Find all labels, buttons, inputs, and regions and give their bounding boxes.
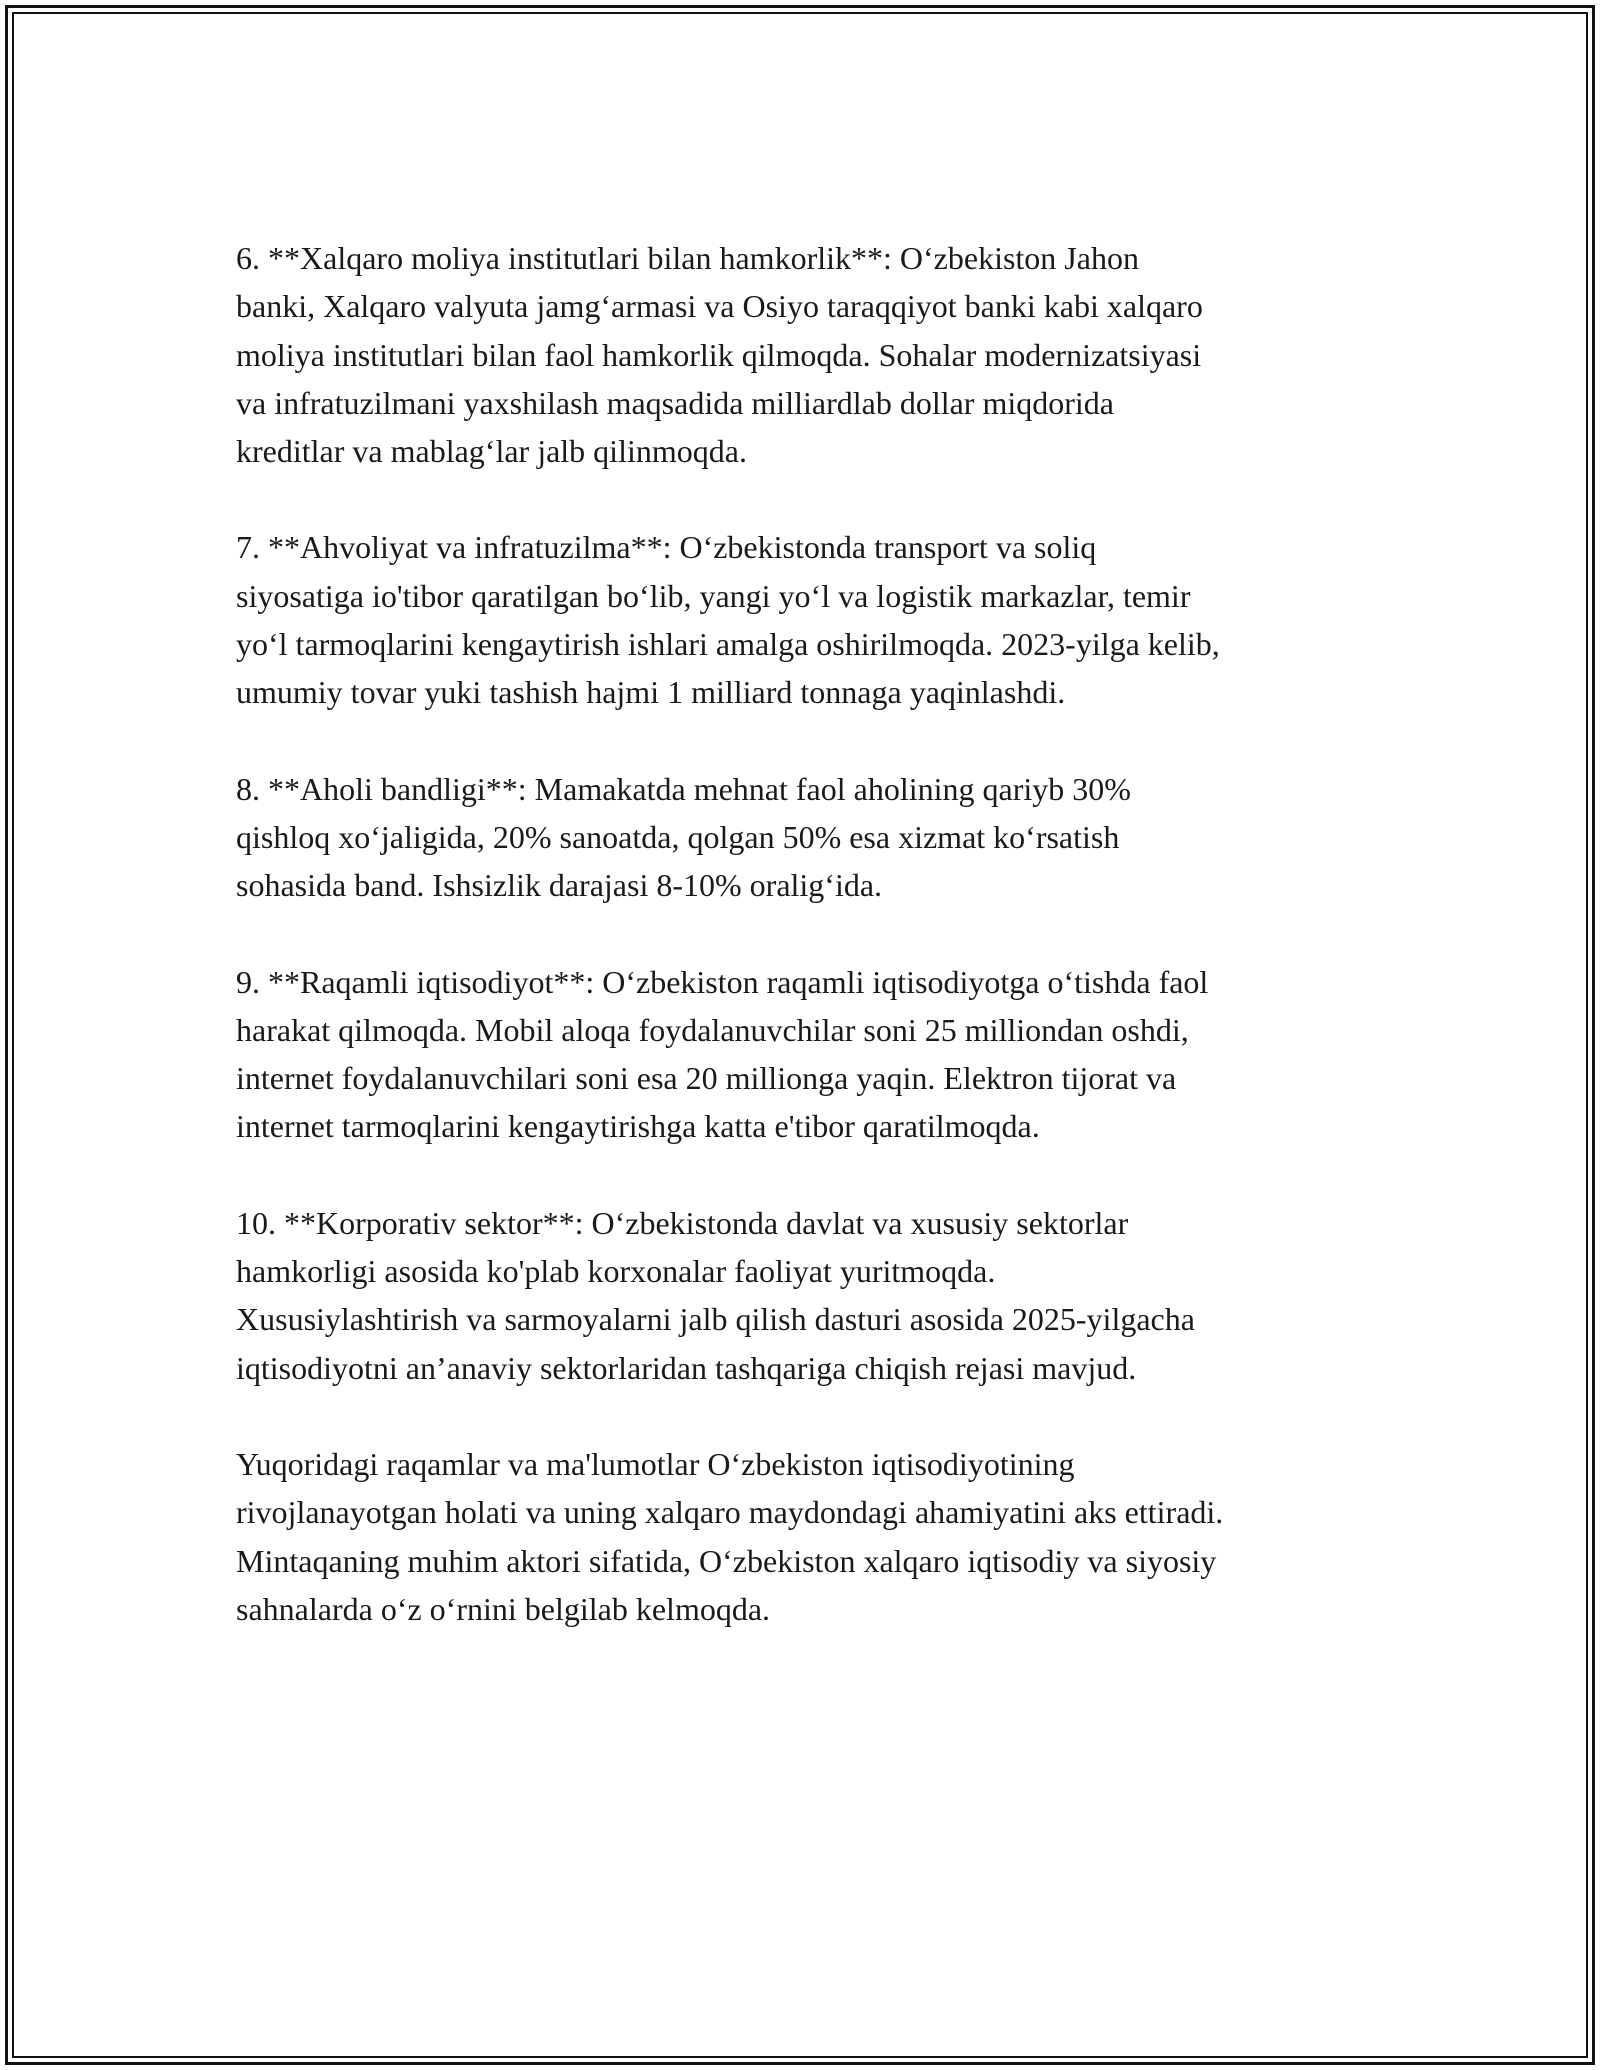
text-line: 8. **Aholi bandligi**: Mamakatda mehnat faol aholining qariyb 30% bbox=[236, 770, 1131, 807]
text-line: umumiy tovar yuki tashish hajmi 1 milliard tonnaga yaqinlashdi. bbox=[236, 674, 1066, 711]
text-line: 7. **Ahvoliyat va infratuzilma**: O‘zbekistonda transport va soliq bbox=[236, 529, 1097, 566]
text-line: 6. **Xalqaro moliya institutlari bilan hamkorlik**: O‘zbekiston Jahon bbox=[236, 240, 1139, 276]
text-line: sohasida band. Ishsizlik darajasi 8-10% oralig‘ida. bbox=[236, 867, 883, 904]
paragraph-infrastructure bbox=[236, 523, 1386, 716]
text-line: hamkorligi asosida ko'plab korxonalar faoliyat yuritmoqda. bbox=[236, 1253, 996, 1290]
text-line: moliya institutlari bilan faol hamkorlik qilmoqda. Sohalar modernizatsiyasi bbox=[236, 336, 1202, 373]
text-line: Xususiylashtirish va sarmoyalarni jalb qilish dasturi asosida 2025-yilgacha bbox=[236, 1301, 1195, 1338]
text-line: va infratuzilmani yaxshilash maqsadida milliardlab dollar miqdorida bbox=[236, 384, 1114, 421]
text-line: internet foydalanuvchilari soni esa 20 millionga yaqin. Elektron tijorat va bbox=[236, 1060, 1177, 1097]
text-line: 10. **Korporativ sektor**: O‘zbekistonda davlat va xususiy sektorlar bbox=[236, 1204, 1129, 1241]
text-line: 9. **Raqamli iqtisodiyot**: O‘zbekiston raqamli iqtisodiyotga o‘tishda faol bbox=[236, 963, 1209, 1000]
text-line: qishloq xo‘jaligida, 20% sanoatda, qolgan 50% esa xizmat ko‘rsatish bbox=[236, 818, 1120, 855]
paragraph-international-finance bbox=[236, 234, 1386, 475]
text-line: Mintaqaning muhim aktori sifatida, O‘zbekiston xalqaro iqtisodiy va siyosiy bbox=[236, 1542, 1217, 1579]
text-line: kreditlar va mablag‘lar jalb qilinmoqda. bbox=[236, 433, 747, 470]
text-line: banki, Xalqaro valyuta jamg‘armasi va Osiyo taraqqiyot banki kabi xalqaro bbox=[236, 288, 1203, 325]
paragraph-employment bbox=[236, 765, 1386, 910]
text-line: rivojlanayotgan holati va uning xalqaro maydondagi ahamiyatini aks ettiradi. bbox=[236, 1494, 1224, 1531]
paragraph-conclusion bbox=[236, 1440, 1386, 1633]
paragraph-corporate-sector bbox=[236, 1199, 1386, 1392]
text-line: sahnalarda o‘z o‘rnini belgilab kelmoqda. bbox=[236, 1590, 771, 1627]
text-line: yo‘l tarmoqlarini kengaytirish ishlari amalga oshirilmoqda. 2023-yilga kelib, bbox=[236, 626, 1220, 663]
text-line: internet tarmoqlarini kengaytirishga katta e'tibor qaratilmoqda. bbox=[236, 1108, 1040, 1145]
text-line: siyosatiga io'tibor qaratilgan bo‘lib, yangi yo‘l va logistik markazlar, temir bbox=[236, 577, 1191, 614]
paragraph-digital-economy bbox=[236, 958, 1386, 1151]
text-line: iqtisodiyotni an’anaviy sektorlaridan tashqariga chiqish rejasi mavjud. bbox=[236, 1349, 1137, 1386]
text-line: harakat qilmoqda. Mobil aloqa foydalanuvchilar soni 25 milliondan oshdi, bbox=[236, 1011, 1189, 1048]
document-body bbox=[236, 234, 1386, 1681]
text-line: Yuqoridagi raqamlar va ma'lumotlar O‘zbekiston iqtisodiyotining bbox=[236, 1445, 1075, 1482]
